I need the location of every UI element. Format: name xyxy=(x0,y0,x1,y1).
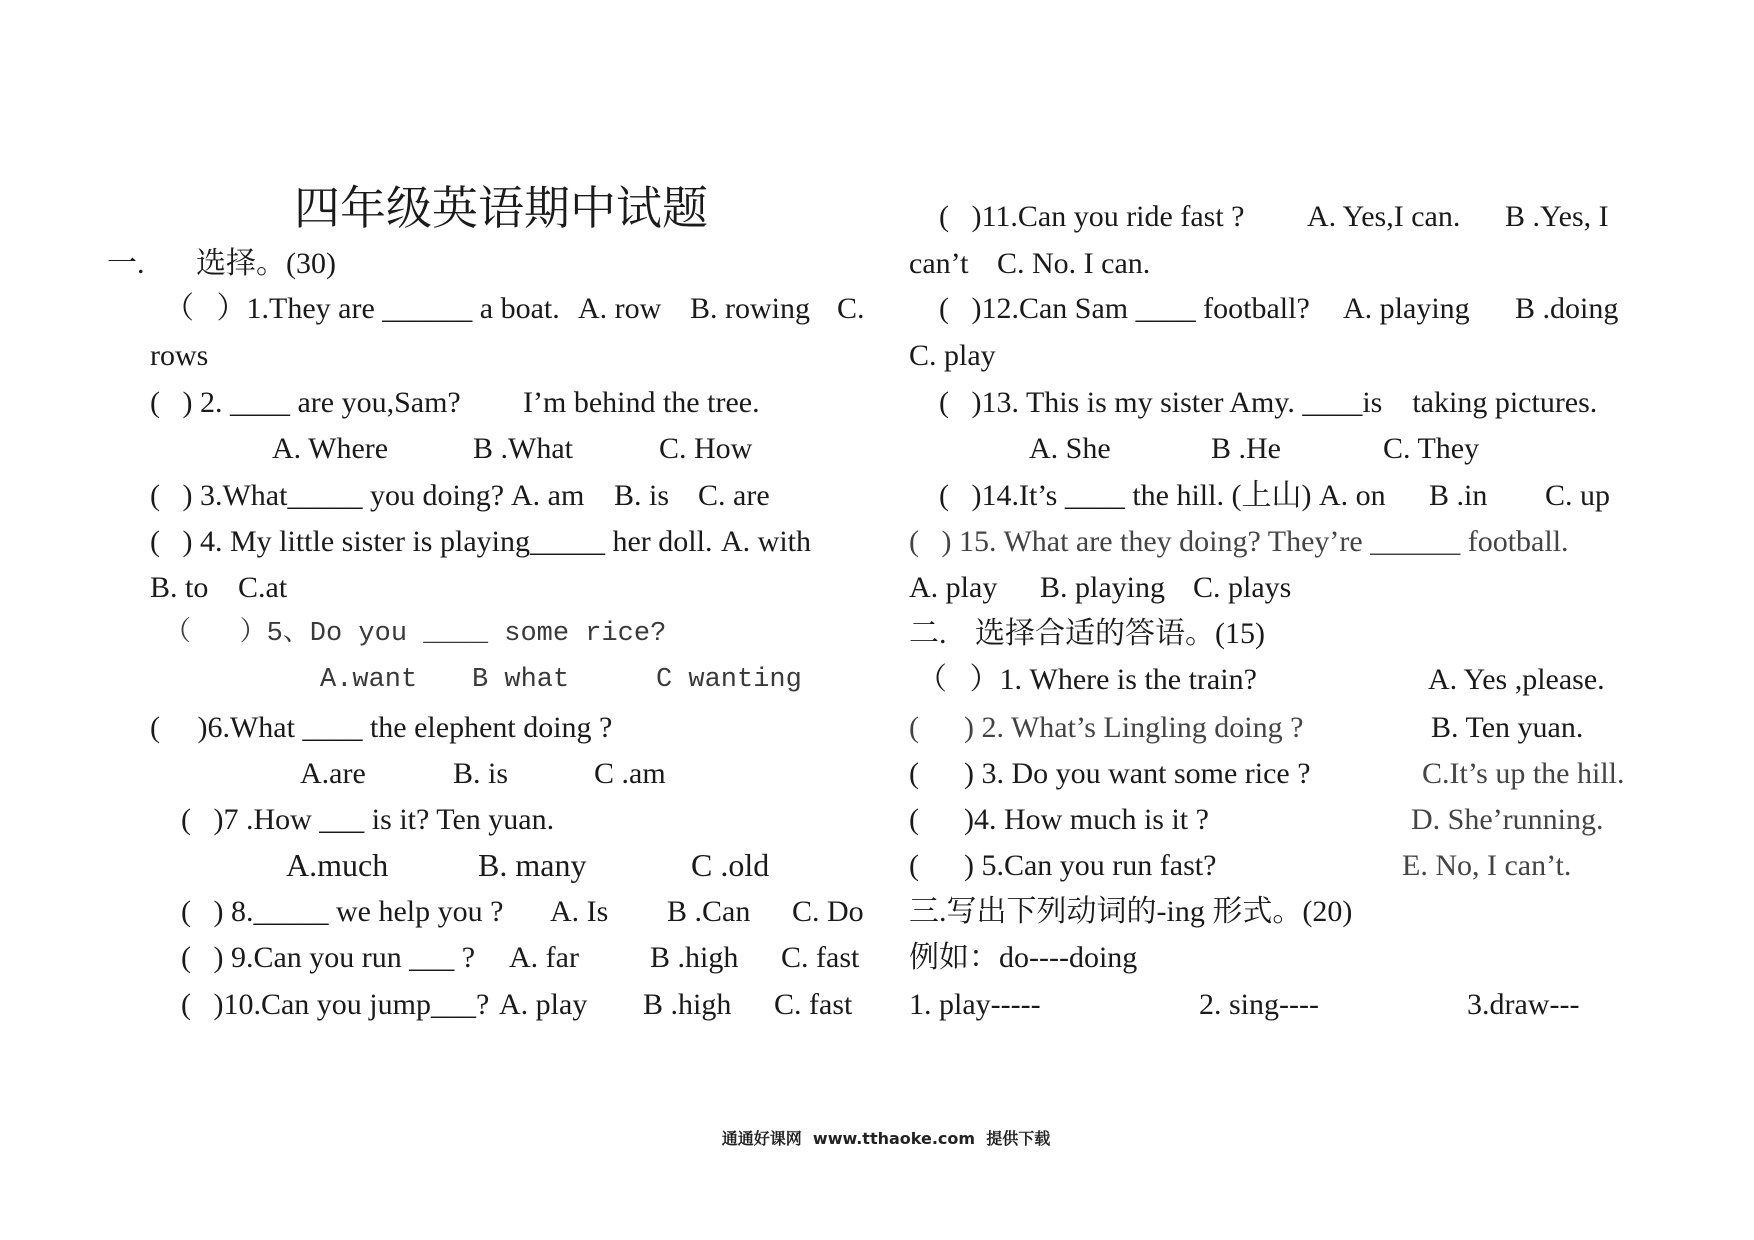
q8-option-a: A. Is xyxy=(550,895,609,928)
section-3-heading: 三.写出下列动词的-ing 形式。(20) xyxy=(909,895,1353,928)
q14-option-b: B .in xyxy=(1429,479,1488,512)
section-1-heading: 选择。(30) xyxy=(196,247,336,280)
q9-option-a: A. far xyxy=(509,941,579,974)
q1-option-a: A. row xyxy=(578,292,662,325)
q3-stem: ( ) 3.What_____ you doing? xyxy=(150,479,505,512)
q8-stem: ( ) 8._____ we help you ? xyxy=(181,895,504,928)
q6-option-b: B. is xyxy=(453,757,509,790)
footer-credit: 通通好课网 www.tthaoke.com 提供下载 xyxy=(721,1129,1051,1148)
q2-option-a: A. Where xyxy=(272,432,389,465)
q2-hint: I’m behind the tree. xyxy=(523,386,760,419)
q2-option-c: C. How xyxy=(659,432,753,465)
q1-stem: （ ）1.They are ______ a boat. xyxy=(164,292,560,325)
q1-option-c: C. xyxy=(837,292,865,325)
q9-option-b: B .high xyxy=(650,941,739,974)
match-answer-c: C.It’s up the hill. xyxy=(1422,757,1625,790)
q8-option-b: B .Can xyxy=(667,895,751,928)
section-3-example: 例如：do----doing xyxy=(909,941,1138,974)
q3-option-c: C. are xyxy=(698,479,770,512)
q7-option-c: C .old xyxy=(691,847,770,883)
q14-option-c: C. up xyxy=(1545,479,1611,512)
q7-stem: ( )7 .How ___ is it? Ten yuan. xyxy=(181,803,555,836)
q13-option-b: B .He xyxy=(1211,432,1281,465)
q11-option-c: C. No. I can. xyxy=(997,247,1151,280)
q10-option-a: A. play xyxy=(499,988,588,1021)
match-answer-e: E. No, I can’t. xyxy=(1402,849,1572,882)
match-question-2: ( ) 2. What’s Lingling doing ? xyxy=(909,711,1304,744)
q9-option-c: C. fast xyxy=(781,941,860,974)
section-1-number: 一. xyxy=(107,247,145,280)
match-answer-d: D. She’running. xyxy=(1411,803,1604,836)
q6-option-c: C .am xyxy=(594,757,666,790)
q2-option-b: B .What xyxy=(473,432,573,465)
q5-option-c: C wanting xyxy=(656,665,802,695)
q15-option-b: B. playing xyxy=(1040,571,1165,604)
q4-stem: ( ) 4. My little sister is playing_____ her doll. xyxy=(150,525,713,558)
q4-option-c: C.at xyxy=(238,571,288,604)
q4-option-a: A. with xyxy=(721,525,811,558)
q12-option-a: A. playing xyxy=(1343,292,1470,325)
q13-option-c: C. They xyxy=(1383,432,1480,465)
page-title: 四年级英语期中试题 xyxy=(294,183,708,234)
q13-stem: ( )13. This is my sister Amy. ____is taking pictures. xyxy=(939,386,1598,419)
match-question-3: ( ) 3. Do you want some rice ? xyxy=(909,757,1311,790)
match-question-1: （ ）1. Where is the train? xyxy=(917,663,1257,696)
q6-stem: ( )6.What ____ the elephent doing ? xyxy=(150,711,613,744)
q13-option-a: A. She xyxy=(1029,432,1111,465)
ing-item-2: 2. sing---- xyxy=(1199,988,1319,1021)
q1-option-b: B. rowing xyxy=(690,292,810,325)
q10-option-b: B .high xyxy=(643,988,732,1021)
q8-option-c: C. Do xyxy=(792,895,864,928)
q6-option-a: A.are xyxy=(300,757,366,790)
q12-option-c: C. play xyxy=(909,339,996,372)
q9-stem: ( ) 9.Can you run ___ ? xyxy=(181,941,476,974)
section-2-number: 二. xyxy=(909,617,947,650)
section-2-heading: 选择合适的答语。(15) xyxy=(975,617,1265,650)
q10-option-c: C. fast xyxy=(774,988,853,1021)
q7-option-a: A.much xyxy=(286,847,389,883)
q14-stem: ( )14.It’s ____ the hill. (上山) xyxy=(939,479,1312,512)
q4-option-b: B. to xyxy=(150,571,209,604)
q2-stem: ( ) 2. ____ are you,Sam? xyxy=(150,386,461,419)
q11-option-b-cont: can’t xyxy=(909,247,969,280)
q7-option-b: B. many xyxy=(478,847,587,883)
q3-option-b: B. is xyxy=(614,479,670,512)
q11-stem: ( )11.Can you ride fast ? xyxy=(939,200,1245,233)
q3-option-a: A. am xyxy=(511,479,585,512)
q15-option-a: A. play xyxy=(909,571,998,604)
q10-stem: ( )10.Can you jump___? xyxy=(181,988,490,1021)
q5-option-b: B what xyxy=(472,665,570,695)
q11-option-a: A. Yes,I can. xyxy=(1307,200,1461,233)
match-answer-b: B. Ten yuan. xyxy=(1431,711,1584,744)
q5-stem: （ ）5、Do you ____ some rice? xyxy=(164,619,667,649)
q15-option-c: C. plays xyxy=(1193,571,1292,604)
q15-stem: ( ) 15. What are they doing? They’re ______ football. xyxy=(909,525,1569,558)
match-question-5: ( ) 5.Can you run fast? xyxy=(909,849,1217,882)
q1-option-c-cont: rows xyxy=(150,339,209,372)
ing-item-1: 1. play----- xyxy=(909,988,1041,1021)
q12-stem: ( )12.Can Sam ____ football? xyxy=(939,292,1310,325)
match-question-4: ( )4. How much is it ? xyxy=(909,803,1209,836)
q11-option-b: B .Yes, I xyxy=(1505,200,1609,233)
q14-option-a: A. on xyxy=(1319,479,1386,512)
q5-option-a: A.want xyxy=(320,665,418,695)
match-answer-a: A. Yes ,please. xyxy=(1428,663,1605,696)
ing-item-3: 3.draw--- xyxy=(1467,988,1580,1021)
q12-option-b: B .doing xyxy=(1515,292,1619,325)
